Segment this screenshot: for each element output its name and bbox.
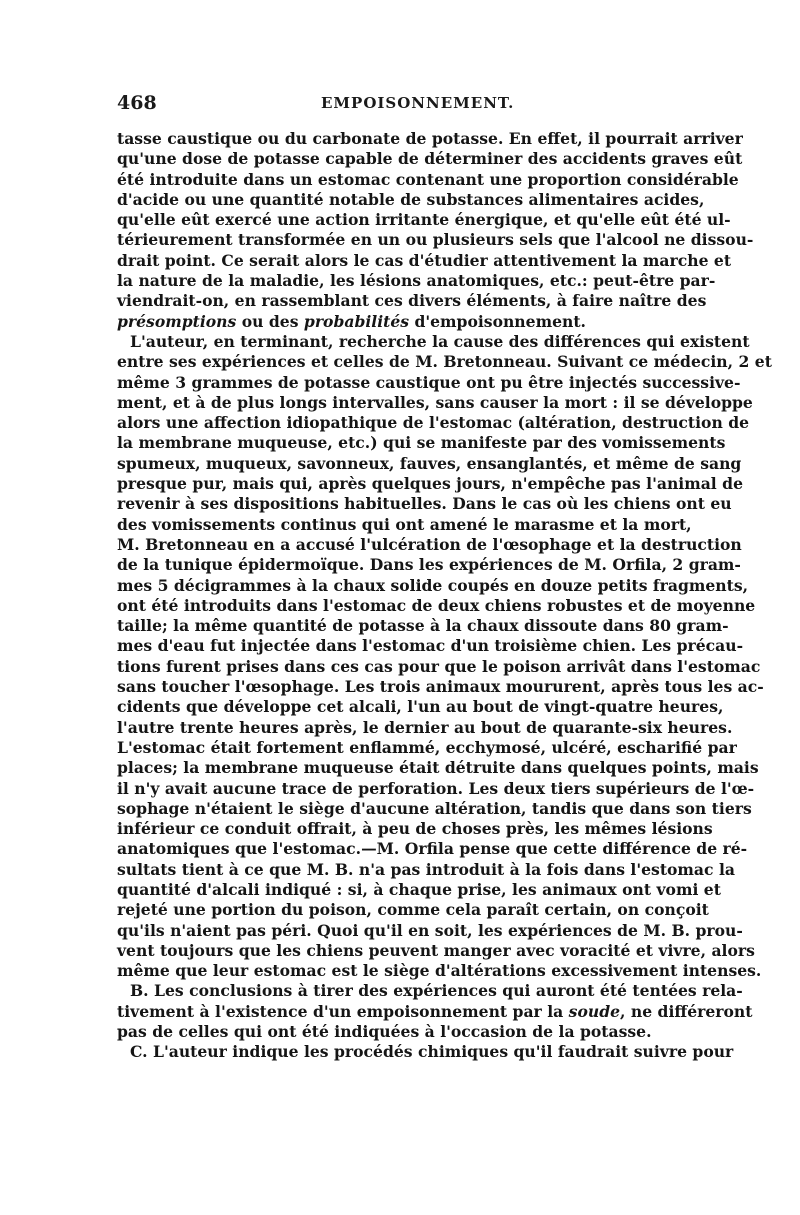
page-header	[117, 92, 673, 122]
text-line: B. Les conclusions à tirer des expériences qui auront été tentées rela-	[130, 981, 743, 1001]
text-run: , ne différeront	[620, 1001, 753, 1021]
body-text	[117, 129, 772, 1063]
text-line: ont été introduits dans l'estomac de deux chiens robustes et de moyenne	[117, 595, 756, 615]
text-line: qu'ils n'aient pas péri. Quoi qu'il en soit, les expériences de M. B. prou-	[117, 920, 743, 940]
text-line: de la tunique épidermoïque. Dans les expériences de M. Orfila, 2 gram-	[117, 555, 741, 575]
text-line: tasse caustique ou du carbonate de potasse. En effet, il pourrait arriver	[117, 129, 743, 148]
text-line: alors une affection idiopathique de l'estomac (altération, destruction de	[117, 413, 750, 433]
text-line: térieurement transformée en un ou plusieurs sels que l'alcool ne dissou-	[117, 230, 754, 250]
text-line: sans toucher l'œsophage. Les trois animaux moururent, après tous les ac-	[117, 677, 764, 697]
text-line: C. L'auteur indique les procédés chimiques qu'il faudrait suivre pour	[130, 1042, 734, 1062]
text-line: l'autre trente heures après, le dernier au bout de quarante-six heures.	[117, 717, 733, 737]
text-run: tivement à l'existence d'un empoisonnement par la	[117, 1001, 569, 1021]
text-line: été introduite dans un estomac contenant une proportion considérable	[117, 169, 739, 189]
text-line: sophage n'étaient le siège d'aucune altération, tandis que dans son tiers	[117, 798, 752, 818]
text-line: mes d'eau fut injectée dans l'estomac d'un troisième chien. Les précau-	[117, 636, 744, 656]
text-line: revenir à ses dispositions habituelles. Dans le cas où les chiens ont eu	[117, 494, 732, 514]
text-line: quantité d'alcali indiqué : si, à chaque prise, les animaux ont vomi et	[117, 879, 721, 899]
text-line: inférieur ce conduit offrait, à peu de choses près, les mêmes lésions	[117, 819, 713, 839]
text-line: presque pur, mais qui, après quelques jours, n'empêche pas l'animal de	[117, 474, 743, 494]
text-line: qu'elle eût exercé une action irritante énergique, et qu'elle eût été ul-	[117, 210, 731, 230]
text-line: même que leur estomac est le siège d'altérations excessivement intenses.	[117, 961, 762, 981]
text-line: drait point. Ce serait alors le cas d'étudier attentivement la marche et	[117, 250, 732, 270]
text-line	[117, 312, 673, 332]
text-line: sultats tient à ce que M. B. n'a pas introduit à la fois dans l'estomac la	[117, 859, 735, 879]
text-line: viendrait-on, en rassemblant ces divers éléments, à faire naître des	[117, 291, 707, 311]
text-line: entre ses expériences et celles de M. Bretonneau. Suivant ce médecin, 2 et	[117, 352, 772, 372]
text-line: même 3 grammes de potasse caustique ont pu être injectés successive-	[117, 372, 741, 392]
text-line: d'acide ou une quantité notable de substances alimentaires acides,	[117, 189, 705, 209]
text-line: la nature de la maladie, les lésions anatomiques, etc.: peut-être par-	[117, 271, 716, 291]
text-line: il n'y avait aucune trace de perforation. Les deux tiers supérieurs de l'œ-	[117, 778, 755, 798]
italic-term: probabilités	[303, 311, 410, 331]
text-line	[117, 1001, 753, 1022]
text-line: pas de celles qui ont été indiquées à l'occasion de la potasse.	[117, 1022, 652, 1042]
text-line: mes 5 décigrammes à la chaux solide coupés en douze petits fragments,	[117, 575, 749, 595]
text-line: spumeux, muqueux, savonneux, fauves, ensanglantés, et même de sang	[117, 453, 742, 473]
text-line: qu'une dose de potasse capable de déterminer des accidents graves eût	[117, 149, 743, 169]
text-line: ment, et à de plus longs intervalles, sans causer la mort : il se développe	[117, 392, 753, 412]
text-line: des vomissements continus qui ont amené le marasme et la mort,	[117, 514, 692, 534]
text-line: tions furent prises dans ces cas pour que le poison arrivât dans l'estomac	[117, 656, 761, 676]
italic-term: soude	[568, 1001, 621, 1021]
text-line: places; la membrane muqueuse était détruite dans quelques points, mais	[117, 758, 759, 778]
text-line: cidents que développe cet alcali, l'un au bout de vingt-quatre heures,	[117, 697, 724, 717]
text-line: vent toujours que les chiens peuvent manger avec voracité et vivre, alors	[117, 940, 755, 960]
text-line: L'auteur, en terminant, recherche la cause des différences qui existent	[130, 331, 750, 351]
text-line: anatomiques que l'estomac.—M. Orfila pense que cette différence de ré-	[117, 839, 748, 859]
text-run: d'empoisonnement.	[409, 311, 586, 331]
page-number: 468	[117, 92, 157, 114]
text-line: L'estomac était fortement enflammé, ecchymosé, ulcéré, escharifié par	[117, 737, 737, 757]
text-line: rejeté une portion du poison, comme cela paraît certain, on conçoit	[117, 900, 709, 920]
text-line: M. Bretonneau en a accusé l'ulcération de l'œsophage et la destruction	[117, 534, 742, 554]
italic-term: présomptions	[117, 311, 237, 331]
text-line: taille; la même quantité de potasse à la chaux dissoute dans 80 gram-	[117, 616, 729, 636]
running-title: EMPOISONNEMENT.	[321, 94, 515, 112]
text-line: la membrane muqueuse, etc.) qui se manifeste par des vomissements	[117, 433, 726, 453]
text-run: ou des	[236, 311, 304, 331]
